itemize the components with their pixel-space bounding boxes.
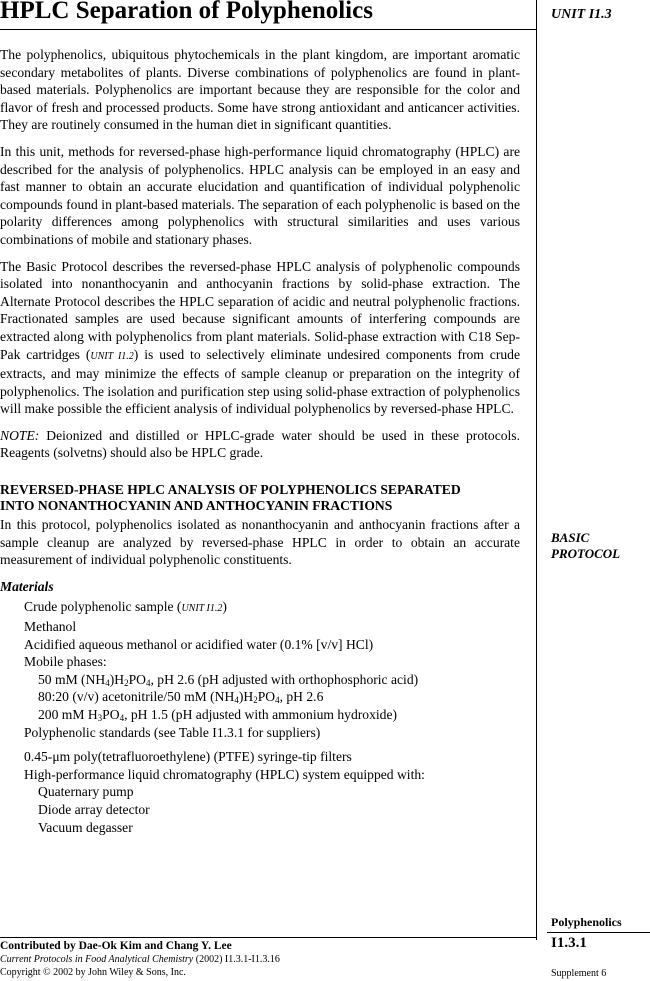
citation — [0, 954, 280, 965]
list-item: 80:20 (v/v) acetonitrile/50 mM $(NH_4)H_2PO_4$, pH 2.6 — [38, 689, 324, 706]
copyright: Copyright © 2002 by John Wiley & Sons, Inc. — [0, 967, 186, 978]
materials-list — [0, 598, 520, 836]
journal-name: Current Protocols in Food Analytical Chemistry — [0, 954, 194, 965]
intro-p3-text-a: The Basic Protocol describes the reversed-phase HPLC analysis of polyphenolic compounds isolated into nonanthocyanin and anthocyanin fractions by solid-phase extraction. The Alternate Protocol describes the HPLC separation of acidic and neutral polyphenolic fractions. Fractionated samples are used because significant amounts of interfering compounds are extracted along with polyphenolics from plant materials. Solid-phase extraction with C18 Sep-Pak cartridges ( — [0, 258, 520, 362]
footer-rule — [0, 937, 537, 938]
unit-reference: UNIT I1.2 — [90, 350, 134, 362]
supplement-label: Supplement 6 — [551, 968, 607, 979]
citation-pages: (2002) I1.3.1-I1.3.16 — [193, 954, 280, 965]
list-item: Acidified aqueous methanol or acidified water (0.1% [v/v] HCl) — [24, 636, 374, 652]
intro-paragraph-2: In this unit, methods for reversed-phase high-performance liquid chromatography (HPLC) are described for the analysis of polyphenolics. HPLC analysis can be employed in an easy and fast manner to obtain an accurate elucidation and quantification of individual polyphenolic compounds found in plant-based materials. The separation of each polyphenolic is based on the polarity differences among polyphenolics with structural similarities and uses various combinations of mobile and stationary phases. — [0, 143, 520, 247]
column-divider — [536, 0, 537, 940]
intro-p3-text-b: ) is used to selectively eliminate undesired components from crude extracts, and may minimize the effects of sample cleanup or preparation on the integrity of polyphenolics. The isolation and purification step using solid-phase extraction of polyphenolics will make possible the efficient analysis of individual polyphenolics by reversed-phase HPLC. — [0, 346, 520, 417]
list-item: Vacuum degasser — [38, 819, 133, 835]
list-item: 0.45-μm poly(tetrafluoroethylene) (PTFE) syringe-tip filters — [24, 749, 352, 765]
list-item: Polyphenolic standards (see Table I1.3.1 for suppliers) — [24, 724, 321, 740]
protocol-heading — [0, 482, 520, 514]
list-item: Quaternary pump — [38, 784, 134, 800]
footer-side-rule — [547, 932, 650, 933]
list-item: 200 mM $H_3PO_4$, pH 1.5 (pH adjusted with ammonium hydroxide) — [38, 707, 398, 723]
main-column — [0, 46, 520, 836]
note-label: NOTE: — [0, 427, 40, 443]
contributors: Contributed by Dae-Ok Kim and Chang Y. Lee — [0, 940, 232, 952]
intro-paragraph-3 — [0, 258, 520, 418]
list-item: Diode array detector — [38, 801, 150, 817]
materials-heading: Materials — [0, 578, 54, 594]
intro-paragraph-1: The polyphenolics, ubiquitous phytochemicals in the plant kingdom, are important aromatic secondary metabolites of plants. Diverse combinations of polyphenolics are found in plant-based materials. Polyphenolics are important because they are responsible for the color and flavor of fresh and processed products. Some have strong antioxidant and anticancer activities. They are routinely consumed in the human diet in significant quantities. — [0, 47, 520, 133]
page-title: HPLC Separation of Polyphenolics — [0, 0, 373, 24]
protocol-heading-line-1: REVERSED-PHASE HPLC ANALYSIS OF POLYPHENOLICS SEPARATED — [0, 482, 461, 498]
protocol-intro: In this protocol, polyphenolics isolated as nonanthocyanin and anthocyanin fractions after a sample cleanup are analyzed by reversed-phase HPLC in order to obtain an accurate measurement of individual polyphenolic constituents. — [0, 517, 520, 568]
title-rule — [0, 29, 536, 30]
list-item: 50 mM $(NH_4)H_2PO_4$, pH 2.6 (pH adjusted with orthophosphoric acid) — [38, 671, 419, 688]
unit-reference: UNIT I1.2 — [181, 603, 223, 615]
list-item: Crude polyphenolic sample (UNIT I1.2) — [24, 599, 227, 615]
page-number: I1.3.1 — [551, 935, 587, 951]
note-paragraph — [0, 427, 520, 462]
unit-label: UNIT I1.3 — [551, 7, 612, 22]
footer-subject: Polyphenolics — [551, 915, 622, 929]
note-text: Deionized and distilled or HPLC-grade water should be used in these protocols. Reagents (solvetns) should also be HPLC grade. — [0, 427, 520, 461]
list-item: High-performance liquid chromatography (HPLC) system equipped with: — [24, 766, 425, 782]
basic-protocol-label: BASIC PROTOCOL — [551, 530, 621, 561]
list-item: Methanol — [24, 619, 77, 635]
list-item: Mobile phases: — [24, 654, 107, 670]
protocol-heading-line-2: INTO NONANTHOCYANIN AND ANTHOCYANIN FRACTIONS — [0, 498, 393, 514]
